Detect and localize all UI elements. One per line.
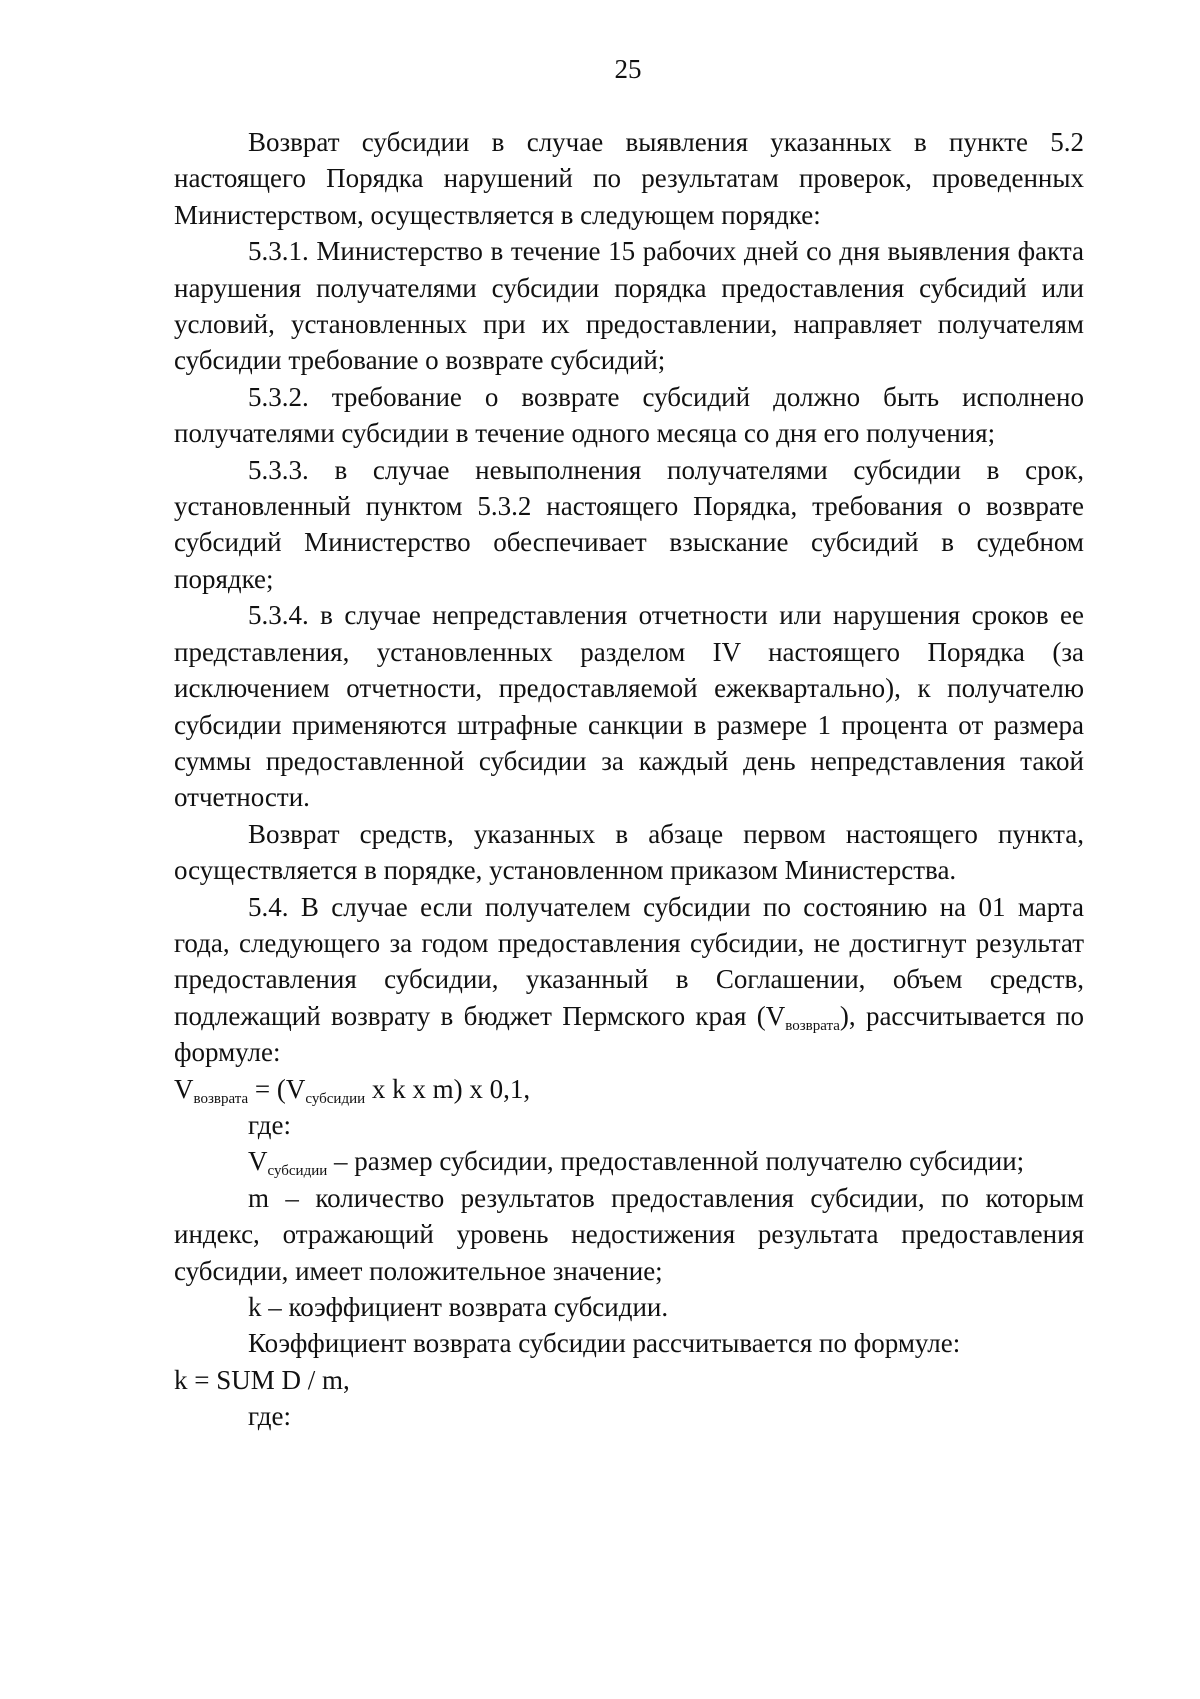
v-return-subscript: возврата xyxy=(785,1017,840,1034)
formula-lhs-subscript: возврата xyxy=(193,1090,249,1107)
formula-rest: x k x m) x 0,1, xyxy=(365,1073,531,1104)
formula-k: k = SUM D / m, xyxy=(174,1364,350,1395)
paragraph-5-3-1: 5.3.1. Министерство в течение 15 рабочих дней со дня выявления факта нарушения получателями субсидии порядка предоставления субсидий или условий, установленных при их предоставлении, направляет получателям субсидии требование о возврате субсидий; xyxy=(174,236,1084,376)
paragraph-5-3-2: 5.3.2. требование о возврате субсидий должно быть исполнено получателями субсидии в течение одного месяца со дня его получения; xyxy=(174,381,1084,449)
paragraph-return-intro: Возврат субсидии в случае выявления указанных в пункте 5.2 настоящего Порядка нарушений по результатам проверок, проведенных Министерством, осуществляется в следующем порядке: xyxy=(174,127,1084,230)
formula-eq-open: = (V xyxy=(248,1073,306,1104)
formula-lhs: V xyxy=(174,1073,194,1104)
document-body xyxy=(174,124,1084,1435)
p-5-4-end: ), рассчитывается по формуле: xyxy=(174,1000,1084,1068)
paragraph-5-3-3: 5.3.3. в случае невыполнения получателями субсидии в срок, установленный пунктом 5.3.2 настоящего Порядка, требования о возврате субсидий Министерство обеспечивает взыскание субсидий в судебном порядке; xyxy=(174,454,1084,594)
page-number: 25 xyxy=(614,54,642,84)
paragraph-5-4 xyxy=(174,889,1084,1071)
def-v-text: – размер субсидии, предоставленной получателю субсидии; xyxy=(327,1146,1025,1177)
def-v-subscript: субсидии xyxy=(267,1163,328,1180)
definition-k: k – коэффициент возврата субсидии. xyxy=(248,1292,669,1322)
def-v-symbol: V xyxy=(248,1146,268,1177)
k-formula-intro: Коэффициент возврата субсидии рассчитывается по формуле: xyxy=(248,1328,961,1359)
where-label-1: где: xyxy=(248,1109,291,1140)
paragraph-return-funds: Возврат средств, указанных в абзаце первом настоящего пункта, осуществляется в порядке, установленном приказом Министерства. xyxy=(174,818,1084,886)
paragraph-5-3-4: 5.3.4. в случае непредставления отчетности или нарушения сроков ее представления, установленных разделом IV настоящего Порядка (за исключением отчетности, предоставляемой ежеквартально), к получателю субсидии применяются штрафные санкции в размере 1 процента от размера суммы предоставленной субсидии за каждый день непредставления такой отчетности. xyxy=(174,600,1084,813)
where-label-2: где: xyxy=(248,1401,291,1432)
definition-m: m – количество результатов предоставления субсидии, по которым индекс, отражающий уровень недостижения результата предоставления субсидии, имеет положительное значение; xyxy=(174,1182,1084,1286)
definition-v-subsidy xyxy=(174,1143,1084,1179)
formula-v-subscript: субсидии xyxy=(305,1090,366,1107)
formula-return-volume xyxy=(174,1071,1084,1107)
p-5-4-start: 5.4. В случае если получателем субсидии по состоянию на 01 марта года, следующего за годом предоставления субсидии, не достигнут результат предоставления субсидии, указанный в Соглашении, объем средств, подлежащий возврату в бюджет Пермского края (V xyxy=(174,891,1084,1031)
